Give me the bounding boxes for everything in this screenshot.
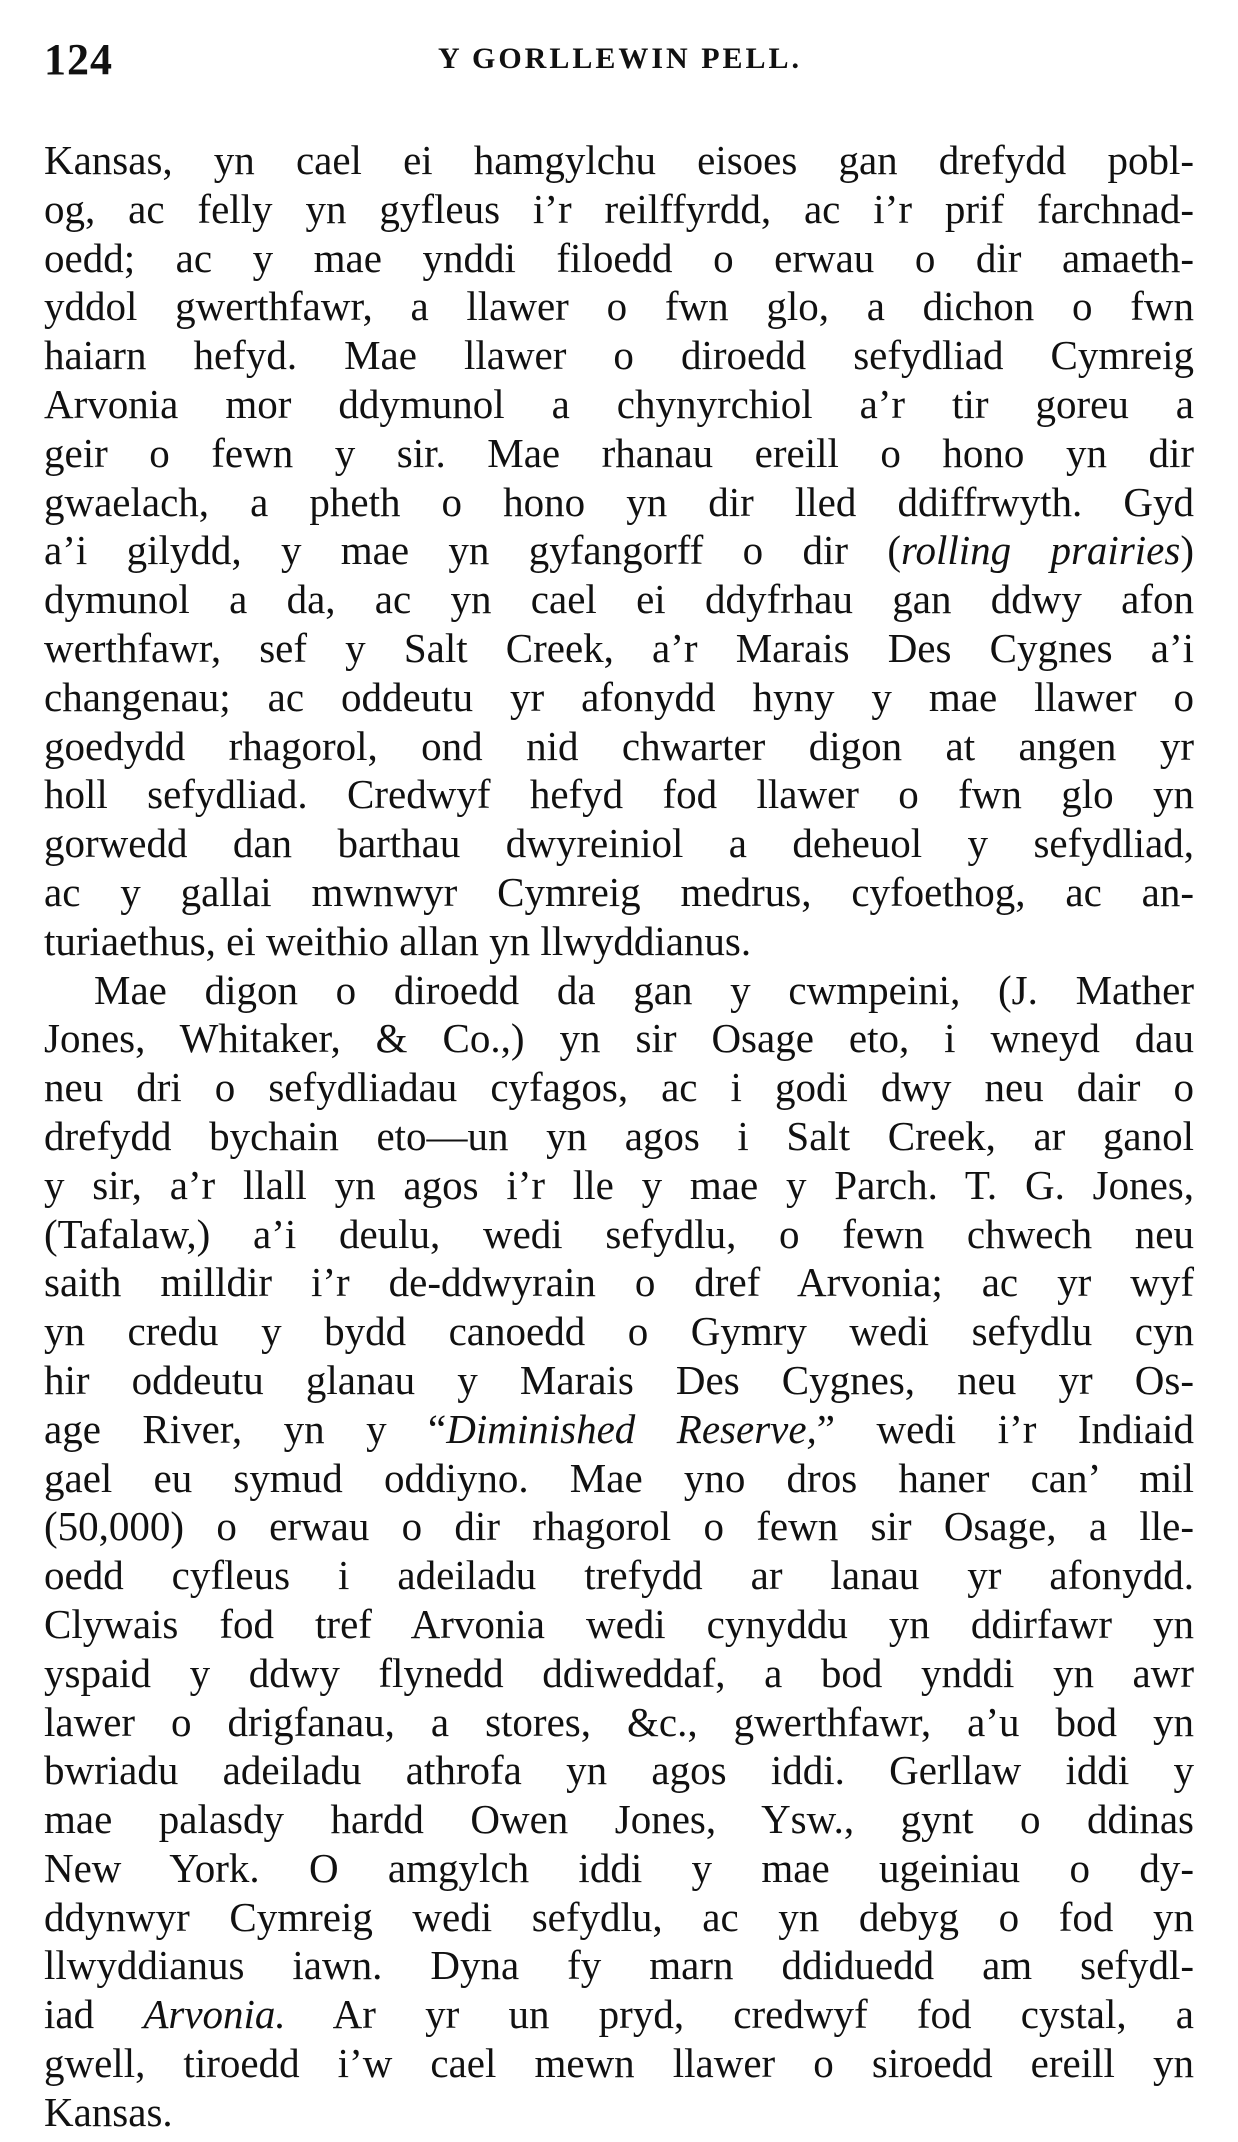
text-run: Jones, Whitaker, & Co.,) yn sir Osage eto, i wneyd dau xyxy=(44,1015,1194,1062)
text-run: (50,000) o erwau o dir rhagorol o fewn sir Osage, a lle- xyxy=(44,1503,1194,1550)
text-line xyxy=(44,2088,1194,2137)
text-run: mae palasdy hardd Owen Jones, Ysw., gynt o ddinas xyxy=(44,1796,1194,1843)
text-run: saith milldir i’r de-ddwyrain o dref Arvonia; ac yr wyf xyxy=(44,1259,1194,1306)
text-line xyxy=(44,1795,1194,1844)
text-line xyxy=(44,282,1194,331)
text-line xyxy=(44,1551,1194,1600)
text-run: ddynwyr Cymreig wedi sefydlu, ac yn debyg o fod yn xyxy=(44,1893,1194,1940)
text-run: (Tafalaw,) a’i deulu, wedi sefydlu, o fewn chwech neu xyxy=(44,1210,1194,1257)
text-line xyxy=(44,966,1194,1015)
text-run: turiaethus, ei weithio allan yn llwyddianus. xyxy=(44,917,752,964)
text-line xyxy=(44,575,1194,624)
text-run: drefydd bychain eto—un yn agos i Salt Creek, ar ganol xyxy=(44,1112,1194,1159)
text-line xyxy=(44,478,1194,527)
text-run: yn credu y bydd canoedd o Gymry wedi sefydlu cyn xyxy=(44,1308,1194,1355)
text-run: dymunol a da, ac yn cael ei ddyfrhau gan ddwy afon xyxy=(44,576,1194,623)
text-run: werthfawr, sef y Salt Creek, a’r Marais Des Cygnes a’i xyxy=(44,624,1194,671)
text-run: ac y gallai mwnwyr Cymreig medrus, cyfoethog, ac an- xyxy=(44,868,1194,915)
text-line xyxy=(44,331,1194,380)
text-line xyxy=(44,429,1194,478)
text-run: bwriadu adeiladu athrofa yn agos iddi. Gerllaw iddi y xyxy=(44,1747,1194,1794)
text-line xyxy=(44,526,1194,575)
text-line xyxy=(44,1502,1194,1551)
text-run: holl sefydliad. Credwyf hefyd fod llawer o fwn glo yn xyxy=(44,771,1194,818)
text-line xyxy=(44,1600,1194,1649)
text-line xyxy=(44,136,1194,185)
text-line xyxy=(44,1258,1194,1307)
text-run: og, ac felly yn gyfleus i’r reilffyrdd, ac i’r prif farchnad- xyxy=(44,185,1194,232)
text-run: age River, yn y “ xyxy=(44,1405,447,1452)
text-line xyxy=(44,1112,1194,1161)
text-run: geir o fewn y sir. Mae rhanau ereill o hono yn dir xyxy=(44,429,1194,476)
text-run: gorwedd dan barthau dwyreiniol a deheuol y sefydliad, xyxy=(44,820,1194,867)
text-line xyxy=(44,917,1194,966)
text-run: Kansas, yn cael ei hamgylchu eisoes gan drefydd pobl- xyxy=(44,137,1194,183)
text-run: Arvonia mor ddymunol a chynyrchiol a’r tir goreu a xyxy=(44,380,1194,427)
text-run: haiarn hefyd. Mae llawer o diroedd sefydliad Cymreig xyxy=(44,332,1194,379)
text-line xyxy=(44,380,1194,429)
text-run: ) xyxy=(1180,527,1194,574)
text-run: llwyddianus iawn. Dyna fy marn ddiduedd am sefydl- xyxy=(44,1942,1194,1989)
text-line xyxy=(44,1941,1194,1990)
page-header xyxy=(40,30,1200,90)
text-run: Clywais fod tref Arvonia wedi cynyddu yn ddirfawr yn xyxy=(44,1600,1194,1647)
text-line xyxy=(44,1210,1194,1259)
text-run: Kansas. xyxy=(44,2088,173,2135)
text-run: iad xyxy=(44,1991,144,2038)
text-line xyxy=(44,624,1194,673)
text-line xyxy=(44,1893,1194,1942)
text-run: gael eu symud oddiyno. Mae yno dros haner can’ mil xyxy=(44,1454,1194,1501)
italic-term: Diminished Reserve, xyxy=(446,1405,817,1452)
text-run: Mae digon o diroedd da gan y cwmpeini, (J. Mather xyxy=(94,966,1194,1013)
text-run: hir oddeutu glanau y Marais Des Cygnes, neu yr Os- xyxy=(44,1356,1194,1403)
text-run: Ar yr un pryd, credwyf fod cystal, a xyxy=(285,1991,1194,2038)
page-number: 124 xyxy=(44,35,113,84)
text-line xyxy=(44,185,1194,234)
text-run: oedd cyfleus i adeiladu trefydd ar lanau yr afonydd. xyxy=(44,1552,1194,1599)
text-line xyxy=(44,1649,1194,1698)
text-line xyxy=(44,1405,1194,1454)
text-line xyxy=(44,1844,1194,1893)
text-run: ” wedi i’r Indiaid xyxy=(816,1405,1194,1452)
text-line xyxy=(44,1746,1194,1795)
text-line xyxy=(44,1356,1194,1405)
text-run: New York. O amgylch iddi y mae ugeiniau o dy- xyxy=(44,1844,1194,1891)
running-title: Y GORLLEWIN PELL. xyxy=(437,42,803,75)
text-line xyxy=(44,1990,1194,2039)
text-line xyxy=(44,868,1194,917)
text-line xyxy=(44,770,1194,819)
text-run: changenau; ac oddeutu yr afonydd hyny y mae llawer o xyxy=(44,673,1194,720)
text-line xyxy=(44,673,1194,722)
text-run: a’i gilydd, y mae yn gyfangorff o dir ( xyxy=(44,527,902,574)
text-run: lawer o drigfanau, a stores, &c., gwerthfawr, a’u bod yn xyxy=(44,1698,1194,1745)
text-run: yddol gwerthfawr, a llawer o fwn glo, a dichon o fwn xyxy=(44,283,1194,330)
text-line xyxy=(44,1014,1194,1063)
text-line xyxy=(44,2039,1194,2088)
italic-term: Arvonia. xyxy=(143,1991,286,2038)
text-line xyxy=(44,819,1194,868)
italic-term: rolling prairies xyxy=(901,527,1181,574)
text-run: oedd; ac y mae ynddi filoedd o erwau o dir amaeth- xyxy=(44,234,1194,281)
paragraph xyxy=(44,136,1194,966)
body-text xyxy=(44,136,1194,2137)
text-run: yspaid y ddwy flynedd ddiweddaf, a bod ynddi yn awr xyxy=(44,1649,1194,1696)
text-line xyxy=(44,722,1194,771)
paragraph xyxy=(44,966,1194,2137)
text-line xyxy=(44,1161,1194,1210)
text-line xyxy=(44,1307,1194,1356)
text-line xyxy=(44,234,1194,283)
text-line xyxy=(44,1454,1194,1503)
text-run: goedydd rhagorol, ond nid chwarter digon at angen yr xyxy=(44,722,1194,769)
text-line xyxy=(44,1698,1194,1747)
text-run: gwaelach, a pheth o hono yn dir lled ddiffrwyth. Gyd xyxy=(44,478,1194,525)
text-line xyxy=(44,1063,1194,1112)
text-run: gwell, tiroedd i’w cael mewn llawer o siroedd ereill yn xyxy=(44,2040,1194,2087)
text-run: y sir, a’r llall yn agos i’r lle y mae y Parch. T. G. Jones, xyxy=(44,1161,1194,1208)
text-run: neu dri o sefydliadau cyfagos, ac i godi dwy neu dair o xyxy=(44,1064,1194,1111)
